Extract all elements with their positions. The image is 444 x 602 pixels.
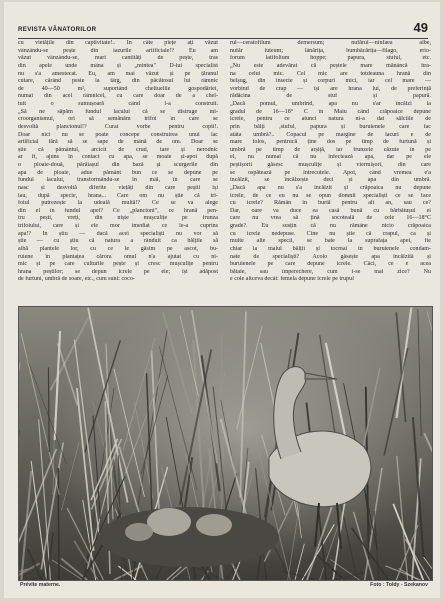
text-line: croorganismul, ori să semănăm trifoi în care se [18,116,218,124]
text-line: forum latifolium hoppe; papura, stuful, etc. [230,55,431,63]
text-line: numai din acel râmnicel, cu care doar de a chel- [18,93,218,101]
magazine-page [4,2,440,598]
text-line: din apele unde mâna și „mintea" D-lui specialist [18,63,218,71]
text-line: nufăr luteum; lânărița, bumbăcărița—filago, erio- [230,48,431,56]
text-line: de 40—50 m², suportând cheltuelile gospodăriei, [18,86,218,94]
text-line: prin bălți ,stuful, papura și buruienele care fac [230,124,431,132]
text-line: aibă plantele lor, cu ce le găsim pe ascot, bu- [18,246,218,254]
photo-caption: Prévite materne. [20,582,60,588]
text-line: mic și pe care culturile pește și cresc mușculițe pentru [18,261,218,269]
text-line: Doar nici nu se poate concepe construirea unui lac [18,132,218,140]
text-line: care nu vrea să țină socoteală de cele 16—18°C [230,215,431,223]
text-line: se ospătează pe întrecutele. Apoi, când vremea e'a [230,170,431,178]
text-line: buruienele pe care depune icrele. Căci, ce e acea [230,261,431,269]
text-line: „Dacă pomul, umbrind, apa nu s'ar încălzi la [230,101,431,109]
left-text-column [18,40,218,284]
text-line: belșug, din insecte și corpuri mici, iar cel mare — [230,78,431,86]
text-line: rul—ceratofilum demersum; nufărul—ninfaea albe, [230,40,431,48]
text-line: artificial fără să se sape de mână de om. Doar se [18,139,218,147]
heron-photograph [18,306,433,581]
text-line: peștișorii găsesc mușculițe și viermișori, din care [230,162,431,170]
text-line: desvoltă planctonul!? Curat vorbe pentru copii!. [18,124,218,132]
text-line: grade?. Eu susțin că nu rămâne nicio crăpoaica [230,223,431,231]
text-line: multe alte specii, se bate la suprafața apei, fie [230,238,431,246]
text-line: na celui mic. Cel mic are totdeauna hrană din [230,71,431,79]
text-line: nate de specialiști? Acolo găsește apa încălzită și [230,254,431,262]
text-line: știe că pământul, arcicit de crud, tare și nerodnic [18,147,218,155]
text-line: din el în fundul apei? Ce „planctoni", ce hrană pen- [18,208,218,216]
text-line: Dar, oare va duce ea casă bună cu bărbătușul ei [230,208,431,216]
text-line: el, nu numai că nu infectează apa, dar pe ele [230,154,431,162]
magazine-title: REVISTA VÂNATORILOR [18,26,96,33]
text-line: gradul de 16—18° C în Maiu când crăpoaice depune [230,109,431,117]
text-line: apa!? În știu — dacă acei specialiști nu vor să [18,231,218,239]
text-line: „Dacă apa nu s'a încălzit și crăpoaica nu depune [230,185,431,193]
photo-credit: Foto : Toldy - Szekanov [370,582,428,588]
text-line: rădăcina de stuf și papură. [230,93,431,101]
text-line: apa de ploaie, adue pământ bun ce se depune pe [18,170,218,178]
text-line: icrele, pentru ce atunci natura ni-a dat sălciile de [230,116,431,124]
text-line: de furtuni, umbră de soare, etc., cum sunt: coco- [18,276,218,284]
photo-image [19,307,432,580]
text-line: încălzit, se încălzește deci și apa din umbră. [230,177,431,185]
text-line: ruiene în plantațea cărora omul n'a ajutat cu ni- [18,254,218,262]
text-line: trifoiului, care și ele mor imediat ce le-a cuprins [18,223,218,231]
text-line: văzut vânzându-se, mari cantități de pește, tras [18,55,218,63]
page-number: 49 [414,20,428,35]
text-line: vorbind de crap — își are hrana lui, de preferință [230,86,431,94]
nest [99,507,279,567]
text-line: hrana peștilor; se depun icrele pe ele; își adăpost [18,269,218,277]
text-line: mare folos, pentrucă ține dos pe timp de furtună și [230,139,431,147]
text-line: nu s'a amestecat. Eu, am mai văzut și pe țăranul [18,71,218,79]
text-line: ar fi, ajuns în contact cu apa, se moaie și-apoi după [18,154,218,162]
right-text-column [230,40,431,284]
text-line: e cole altceva decât: femela depune icrele pe trupul [230,276,431,284]
text-line: atâta umbră?.. Copacul pe margine de lacuri e de [230,132,431,140]
text-line: bătaie, sau împerechere, cum i-se mai zice? Nu [230,269,431,277]
text-line: cu icrele? Rămân în burtă pentru alt an, sau ce? [230,200,431,208]
text-line: nasc și desvoltă diferite viețăți din care peștii își [18,185,218,193]
page-header [18,22,428,39]
text-line: „Să ne săpăm fundul lacului că se distruge mi- [18,109,218,117]
text-line: cu icrele nedepuse. Cine nu știe că crapul, ca și [230,231,431,239]
text-line: o ploaie-două, părăiașul din bază și scurgerile din [18,162,218,170]
text-line: „Nu este adevărat că peștele mare mănâncă hra- [230,63,431,71]
text-line: icrele, de ce eu nu se opun domnii specialiști ce se face [230,193,431,201]
text-line: chiar la malul bălții și tocmai în buruienele condam- [230,246,431,254]
text-line: fundul lacului, transformându-se în mâl, în care se [18,177,218,185]
text-line: iau, după specie, hrana... Care om nu știe că tri- [18,193,218,201]
text-line: tru pești, vreți, din niște mușculițe pe frunza [18,215,218,223]
text-line: cutare, cărând peste la târg, din păcătosul lui râmnic [18,78,218,86]
text-line: foiul putrezește la udeală multă!? Ce se va alege [18,200,218,208]
text-line: umbră pe timp de arșiță, iar frunzele căzute în pe [230,147,431,155]
text-line: știe — cu știu că natura a rânduit ca bălțile să [18,238,218,246]
text-line: tuit o sumușoară când l-a construit. [18,101,218,109]
text-line: vânzându-se pește din iazurile artificiale!? Eu am [18,48,218,56]
text-line: cu vietățile din captivitate!.. În câte piețe ați văzut [18,40,218,48]
